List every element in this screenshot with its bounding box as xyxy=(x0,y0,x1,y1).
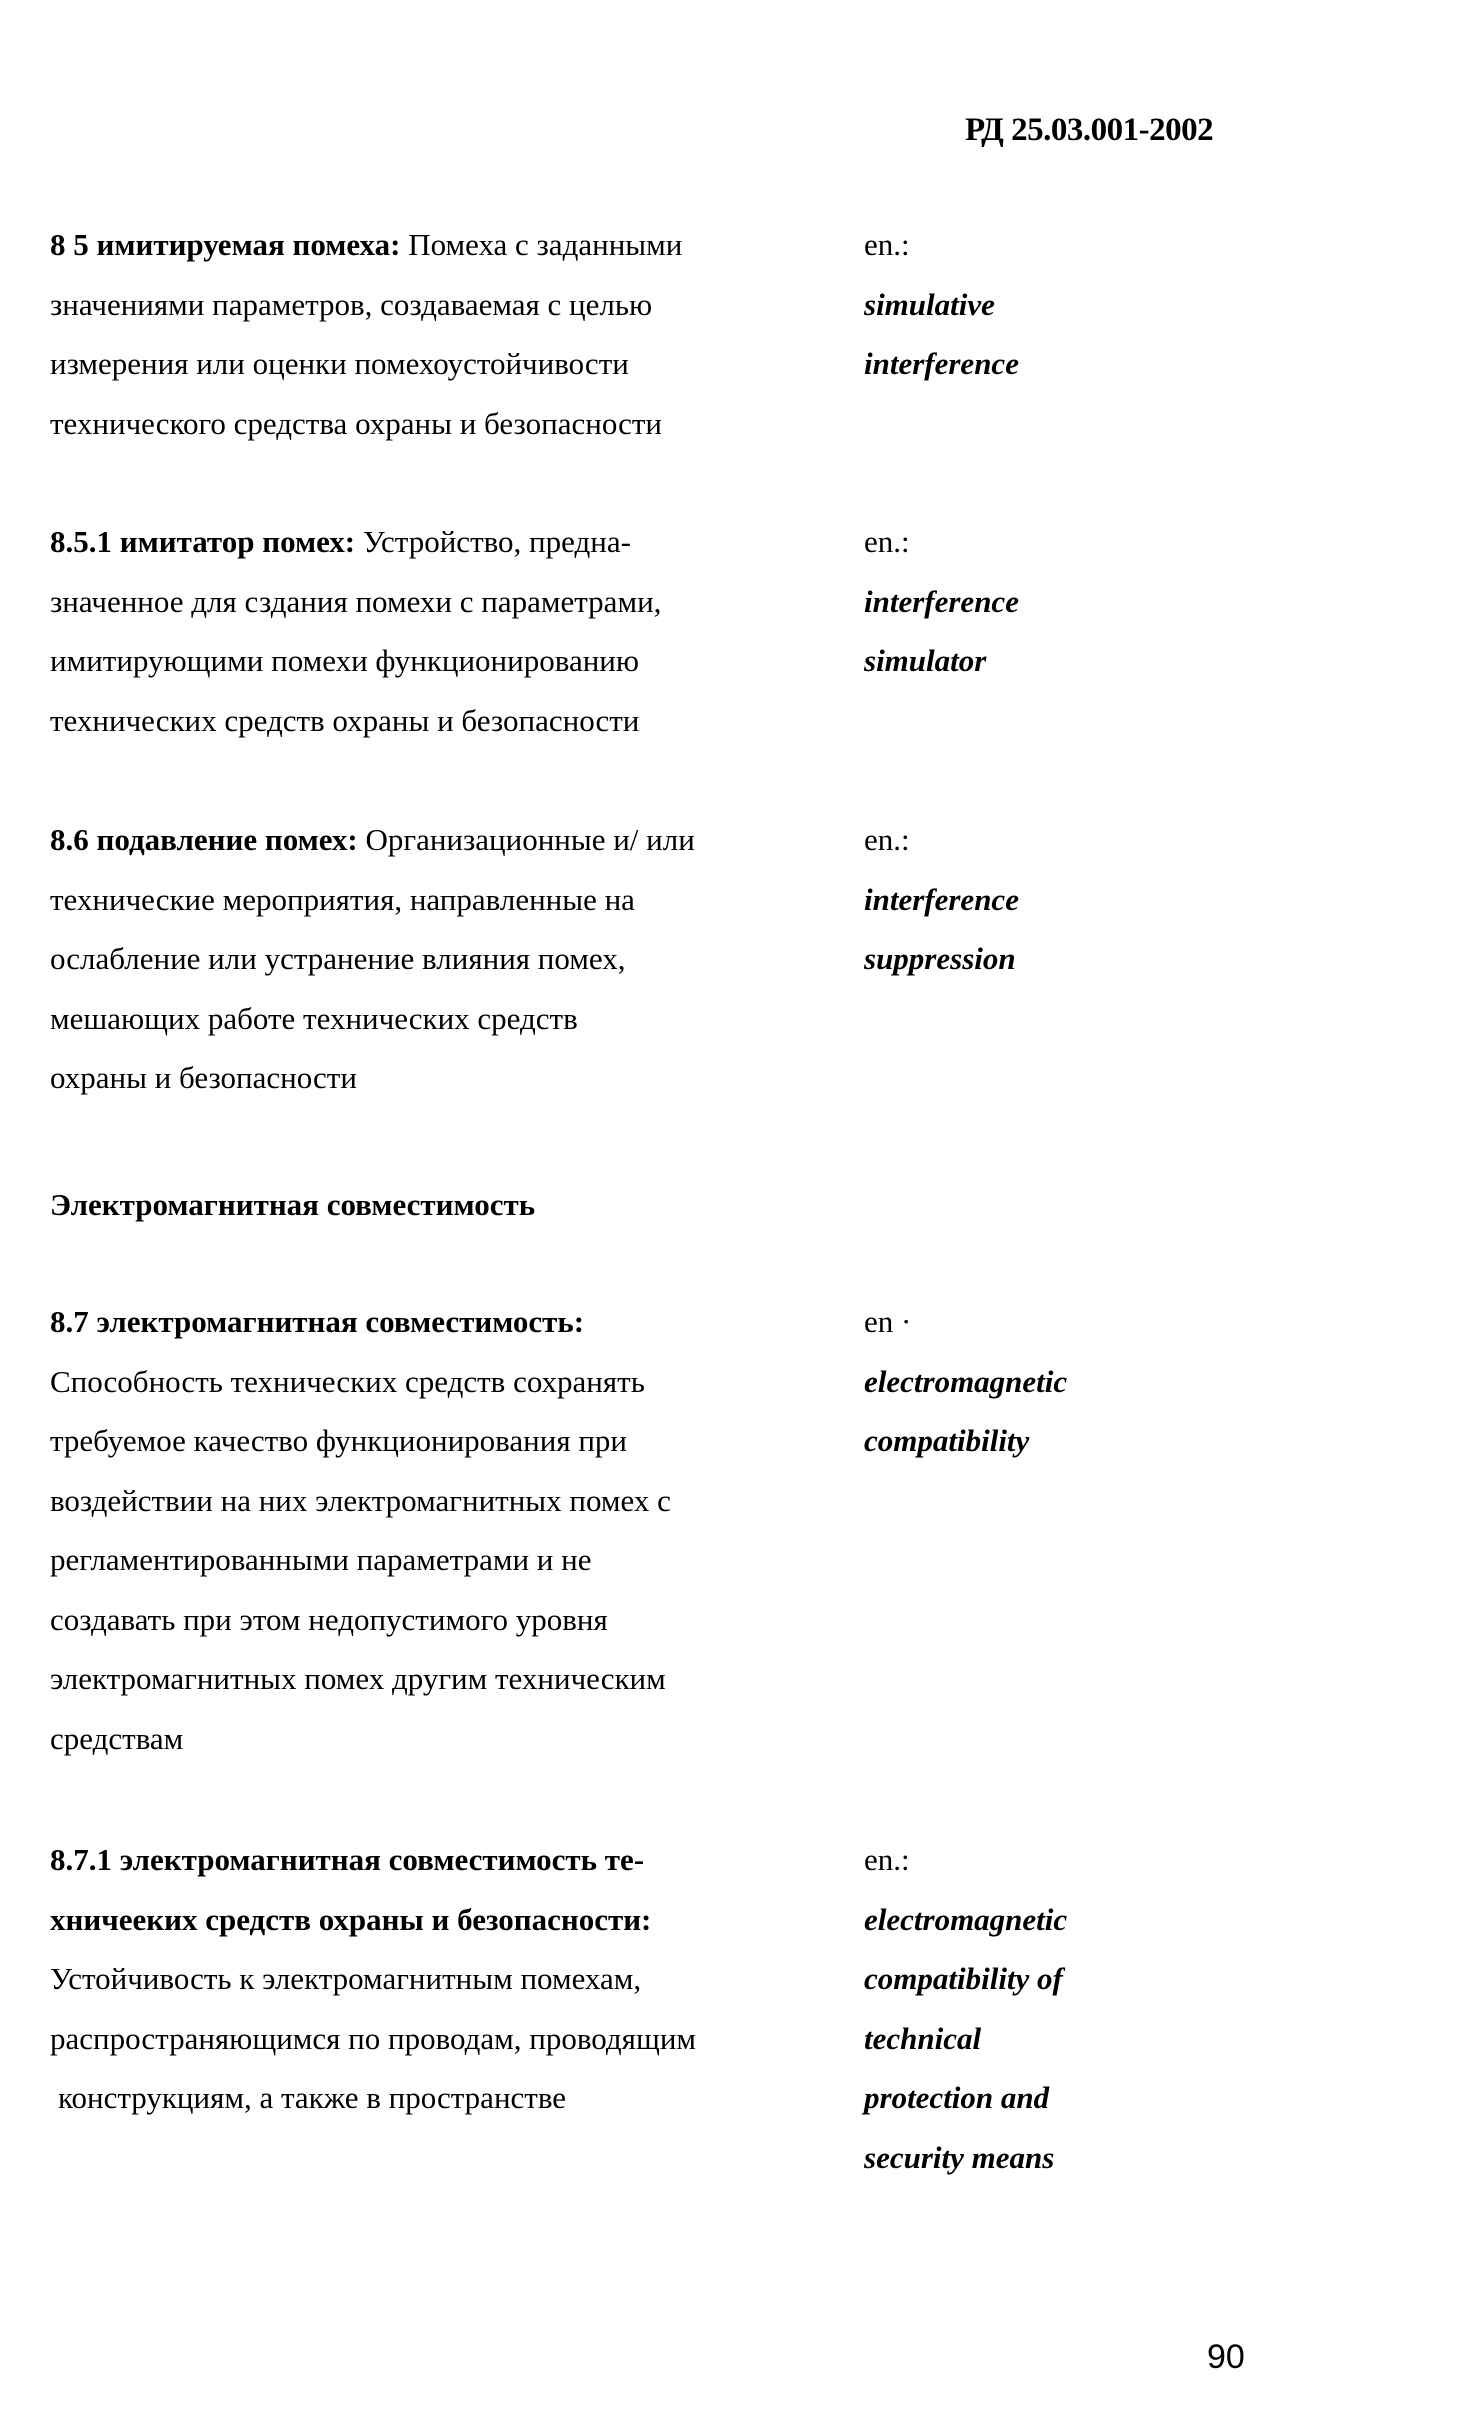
term-definition xyxy=(50,215,810,453)
en-term-line: suppression xyxy=(864,941,1016,976)
english-equivalent xyxy=(864,512,1244,691)
definition-text: Устройство, предна- xyxy=(362,524,631,559)
definition-line: конструкциям, а также в пространстве xyxy=(58,2080,567,2115)
document-code: РД 25.03.001-2002 xyxy=(965,112,1214,148)
definition-text: Организационные и/ или xyxy=(365,822,695,857)
definition-line: Устойчивость к электромагнитным помехам, xyxy=(50,1961,642,1996)
definition-line xyxy=(50,215,810,275)
en-prefix: en.: xyxy=(864,227,910,262)
page-number: 90 xyxy=(1207,2338,1245,2376)
definition-line: регламентированными параметрами и не xyxy=(50,1542,592,1577)
term-definition xyxy=(50,1830,810,2128)
definition-line: воздействии на них электромагнитных помех с xyxy=(50,1482,671,1518)
en-prefix: en · xyxy=(864,1304,912,1339)
term-name: подавление помех: xyxy=(96,822,358,857)
en-term-line: protection and xyxy=(864,2080,1050,2115)
en-term-line: electromagnetic xyxy=(864,1363,1068,1399)
definition-line: охраны и безопасности xyxy=(50,1060,357,1095)
english-equivalent xyxy=(864,1292,1244,1471)
term-name: имитатор помех: xyxy=(119,524,356,559)
en-term-line: interference xyxy=(864,346,1019,381)
en-term-line: compatibility xyxy=(864,1423,1030,1458)
english-equivalent xyxy=(864,810,1244,989)
definition-line: создавать при этом недопустимого уровня xyxy=(50,1601,608,1637)
definition-line: значенное для сздания помехи с параметрами, xyxy=(50,583,662,619)
definition-line: технические мероприятия, направленные на xyxy=(50,881,635,917)
en-term-line: security means xyxy=(864,2139,1055,2175)
definition-line: имитирующими помехи функционированию xyxy=(50,643,640,678)
definition-line xyxy=(50,512,810,572)
definition-line: технического средства охраны и безопасности xyxy=(50,405,662,441)
definition-line: Способность технических средств сохранять xyxy=(50,1363,645,1399)
en-term-line: simulator xyxy=(864,643,987,678)
term-number: 8.7.1 xyxy=(50,1842,112,1877)
en-term-line: technical xyxy=(864,2020,982,2056)
term-definition xyxy=(50,512,810,750)
en-term-line: electromagnetic xyxy=(864,1901,1068,1937)
en-prefix: en.: xyxy=(864,1842,910,1877)
definition-line: распространяющимся по проводам, проводящим xyxy=(50,2020,697,2056)
definition-line: технических средств охраны и безопасности xyxy=(50,702,640,738)
term-name: электромагнитная совместимость те- xyxy=(119,1842,645,1877)
definition-line: средствам xyxy=(50,1720,184,1756)
term-number: 8 5 xyxy=(50,227,89,262)
term-definition xyxy=(50,810,810,1108)
term-name: электромагнитная совместимость: xyxy=(96,1304,585,1339)
en-term-line: interference xyxy=(864,881,1019,917)
term-name: имитируемая помеха: xyxy=(96,227,401,262)
en-term-line: simulative xyxy=(864,286,995,322)
term-definition xyxy=(50,1292,810,1768)
definition-line xyxy=(50,1830,810,1890)
definition-text: Помеха с заданными xyxy=(408,227,683,262)
term-number: 8.7 xyxy=(50,1304,89,1339)
term-number: 8.6 xyxy=(50,822,89,857)
definition-line xyxy=(50,1292,810,1352)
en-prefix: en.: xyxy=(864,524,910,559)
english-equivalent xyxy=(864,1830,1244,2187)
definition-line: требуемое качество функционирования при xyxy=(50,1423,628,1458)
en-term-line: compatibility of xyxy=(864,1961,1063,1996)
en-prefix: en.: xyxy=(864,822,910,857)
term-number: 8.5.1 xyxy=(50,524,112,559)
definition-line: значениями параметров, создаваемая с целью xyxy=(50,286,653,322)
en-term-line: interference xyxy=(864,583,1019,619)
english-equivalent xyxy=(864,215,1244,394)
definition-line xyxy=(50,810,810,870)
section-heading: Электромагнитная совместимость xyxy=(50,1187,536,1222)
definition-line: измерения или оценки помехоустойчивости xyxy=(50,346,629,381)
definition-line: мешающих работе технических средств xyxy=(50,1000,578,1036)
term-name-continued: хничееких средств охраны и безопасности: xyxy=(50,1901,652,1937)
definition-line: электромагнитных помех другим техническим xyxy=(50,1661,666,1696)
definition-line: ослабление или устранение влияния помех, xyxy=(50,941,626,976)
